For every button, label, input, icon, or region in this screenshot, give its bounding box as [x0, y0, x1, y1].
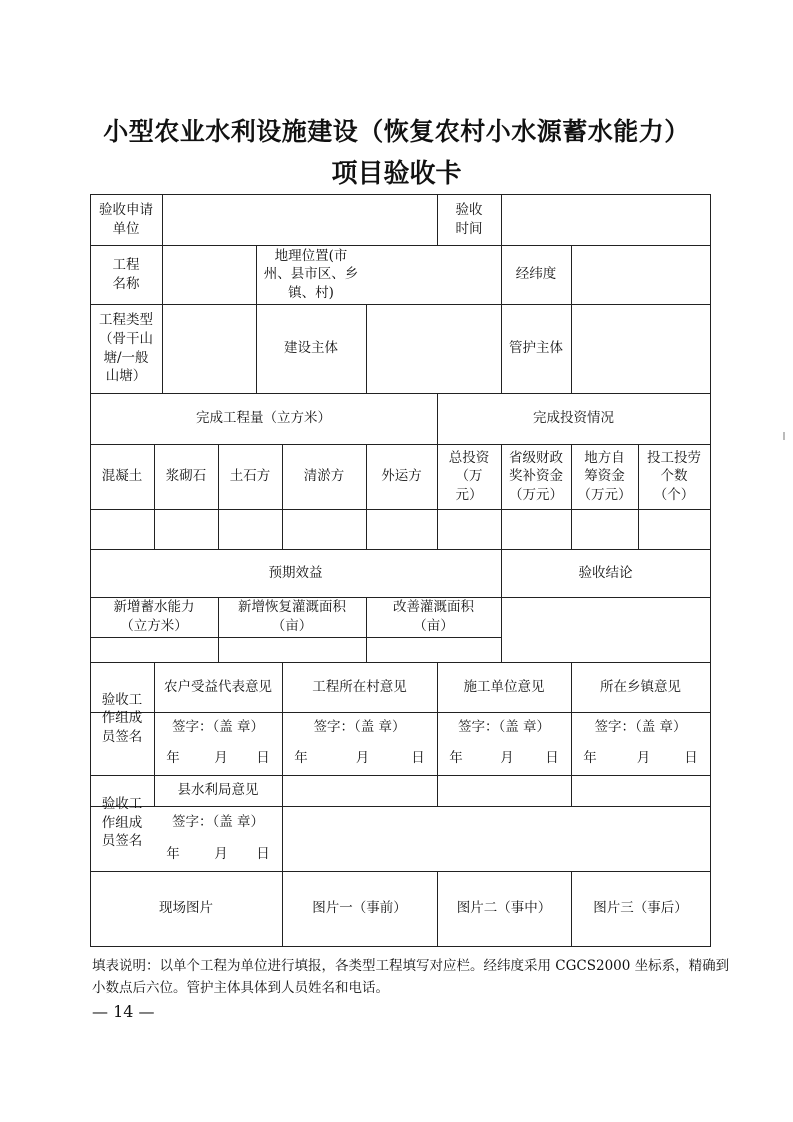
photo-slot-label: 图片三（事后） [593, 900, 688, 917]
date-year: 年 [583, 750, 597, 767]
table-rule [90, 946, 711, 947]
benefit-input[interactable] [90, 637, 218, 662]
investment-item-label: 省级财政 奖补资金 （万元） [509, 449, 563, 503]
date-month: 月 [500, 750, 514, 767]
sign-stamp-text: 签字：（盖 章） [171, 813, 265, 830]
title-line-2: 项目验收卡 [331, 159, 462, 189]
date-month: 月 [355, 750, 370, 767]
apply-unit-label: 验收申请 单位 [99, 201, 153, 237]
scan-mark [783, 432, 785, 440]
quantity-input[interactable] [638, 509, 710, 549]
investment-item-label: 投工投劳 个数 （个） [647, 449, 701, 503]
sign-stamp-text: 签字：（盖 章） [171, 718, 265, 735]
title-line-1: 小型农业水利设施建设（恢复农村小水源蓄水能力） [103, 117, 690, 146]
accept-time-input[interactable] [501, 194, 710, 245]
benefit-item-label: 新增恢复灌溉面积 （亩） [238, 599, 346, 634]
custodian-label: 管护主体 [509, 340, 563, 357]
location-input[interactable] [366, 245, 501, 304]
work-item-label: 外运方 [381, 468, 422, 485]
work-item-label: 混凝土 [101, 468, 143, 485]
date-day: 日 [256, 750, 270, 767]
benefit-item-label: 改善灌溉面积 （亩） [393, 599, 474, 634]
table-rule [710, 194, 711, 947]
quantity-input[interactable] [90, 509, 154, 549]
date-day: 日 [411, 750, 425, 767]
site-photos-label: 现场图片 [159, 900, 213, 917]
opinion-header: 工程所在村意见 [312, 678, 407, 695]
county-opinion-header: 县水利局意见 [177, 782, 259, 799]
date-day: 日 [545, 750, 559, 767]
project-name-label: 工程 名称 [112, 256, 140, 292]
lnglat-label: 经纬度 [515, 266, 557, 283]
investment-header: 完成投资情况 [533, 410, 614, 427]
project-type-input[interactable] [162, 304, 256, 393]
date-month: 月 [214, 750, 228, 767]
benefit-item-label: 新增蓄水能力 （立方米） [113, 599, 195, 634]
county-block-input[interactable] [282, 775, 710, 871]
location-label: 地理位置(市 州、县市区、乡 镇、村) [263, 247, 359, 301]
sign-group-label: 验收工 作组成 员签名 [101, 796, 143, 850]
benefit-input[interactable] [218, 637, 366, 662]
date-year: 年 [166, 750, 180, 767]
date-year: 年 [449, 750, 463, 767]
opinion-header: 施工单位意见 [463, 678, 545, 695]
quantity-input[interactable] [218, 509, 282, 549]
date-day: 日 [684, 750, 698, 767]
quantity-input[interactable] [571, 509, 638, 549]
sign-stamp-text: 签字：（盖 章） [457, 718, 551, 735]
builder-label: 建设主体 [284, 340, 338, 357]
date-month: 月 [214, 846, 228, 863]
date-year: 年 [294, 750, 308, 767]
quantity-input[interactable] [501, 509, 571, 549]
date-year: 年 [166, 846, 180, 863]
form-note: 填表说明：以单个工程为单位进行填报，各类型工程填写对应栏。经纬度采用 CGCS2000 坐标系，精确到小数点后六位。管护主体具体到人员姓名和电话。 [92, 958, 730, 996]
opinion-header: 所在乡镇意见 [600, 678, 681, 695]
work-item-label: 土石方 [229, 468, 271, 485]
photo-slot-label: 图片一（事前） [312, 900, 407, 917]
project-type-label: 工程类型 （骨干山 塘/一般 山塘） [99, 312, 153, 385]
work-item-label: 清淤方 [303, 468, 345, 485]
builder-input[interactable] [366, 304, 501, 393]
benefit-header: 预期效益 [268, 564, 323, 581]
accept-time-label: 验收 时间 [455, 201, 483, 237]
date-day: 日 [256, 846, 270, 863]
custodian-input[interactable] [571, 304, 710, 393]
sign-stamp-text: 签字：（盖 章） [594, 718, 687, 735]
page-number: — 14 — [92, 1002, 155, 1021]
quantity-input[interactable] [154, 509, 218, 549]
quantity-input[interactable] [437, 509, 501, 549]
project-name-input[interactable] [162, 245, 256, 304]
quantity-input[interactable] [366, 509, 437, 549]
investment-item-label: 总投资 （万 元） [448, 449, 490, 503]
apply-unit-input[interactable] [162, 194, 437, 245]
investment-item-label: 地方自 筹资金 （万元） [577, 449, 632, 503]
work-item-label: 浆砌石 [165, 468, 207, 485]
date-month: 月 [636, 750, 651, 767]
opinion-header: 农户受益代表意见 [164, 678, 272, 695]
work-quantity-header: 完成工程量（立方米） [196, 410, 331, 427]
benefit-input[interactable] [366, 637, 501, 662]
photo-slot-label: 图片二（事中） [456, 900, 552, 917]
sign-stamp-text: 签字：（盖 章） [313, 718, 406, 735]
quantity-input[interactable] [282, 509, 366, 549]
conclusion-input[interactable] [501, 597, 710, 662]
sign-group-label: 验收工 作组成 员签名 [101, 691, 143, 745]
lnglat-input[interactable] [571, 245, 710, 304]
conclusion-header: 验收结论 [578, 564, 633, 581]
